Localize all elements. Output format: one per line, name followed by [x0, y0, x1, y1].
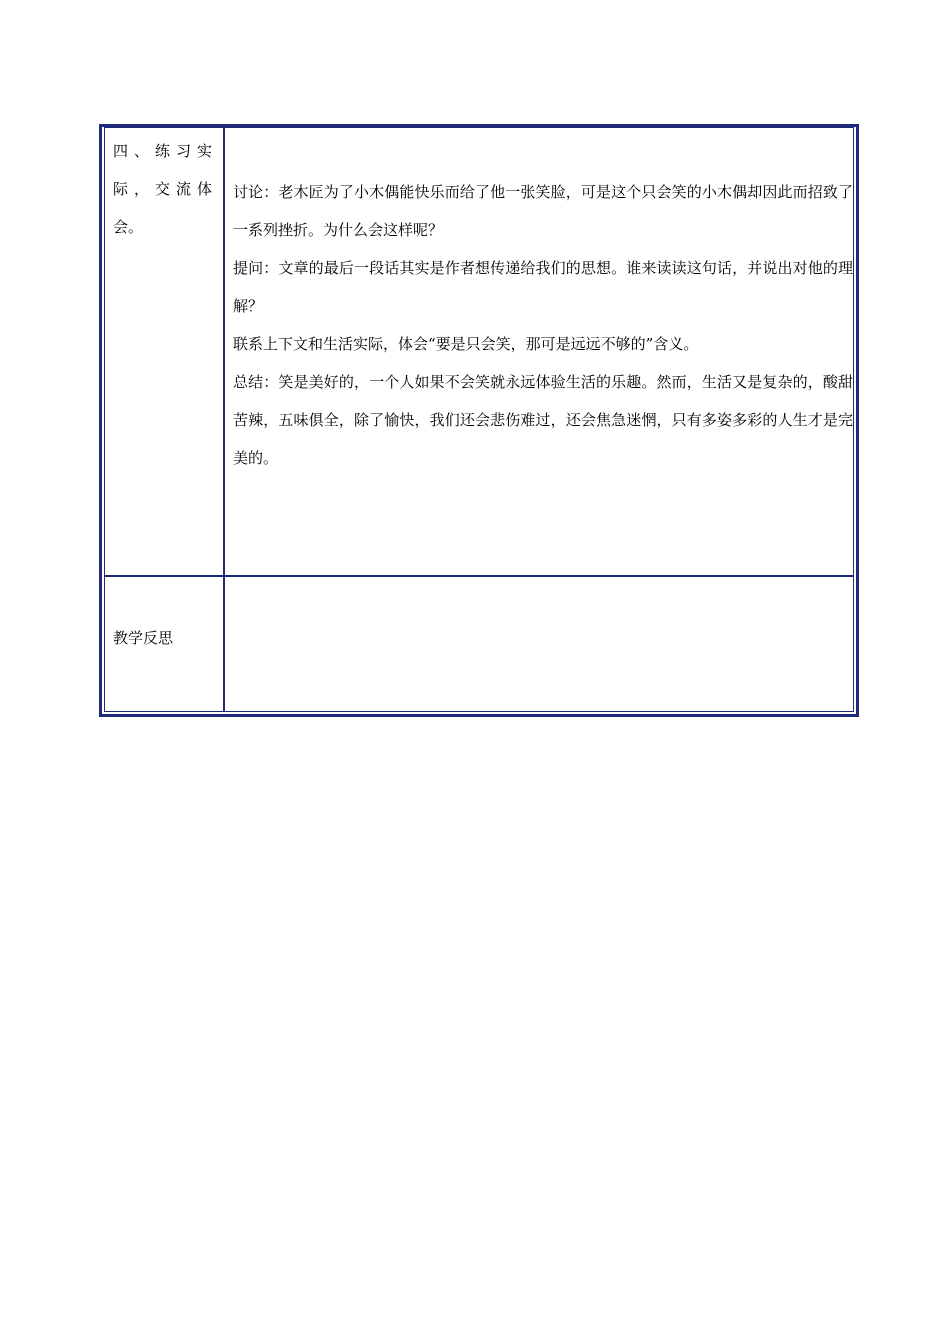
section-content-cell	[233, 173, 853, 477]
discussion-paragraph: 讨论：老木匠为了小木偶能快乐而给了他一张笑脸，可是这个只会笑的小木偶却因此而招致了一系列挫折。为什么会这样呢？	[233, 183, 853, 239]
row-divider	[105, 575, 853, 577]
section-label-line-2: 际，交流体	[113, 180, 219, 198]
summary-paragraph: 总结：笑是美好的，一个人如果不会笑就永远体验生活的乐趣。然而，生活又是复杂的，酸甜苦辣，五味俱全，除了愉快，我们还会悲伤难过，还会焦急迷惘，只有多姿多彩的人生才是完美的。	[233, 373, 853, 467]
question-paragraph: 提问：文章的最后一段话其实是作者想传递给我们的思想。谁来读读这句话，并说出对他的理解？	[233, 259, 853, 315]
lesson-table	[99, 124, 859, 717]
lesson-table-inner	[104, 127, 854, 712]
section-label-line-1: 四、练习实	[113, 142, 219, 160]
column-divider	[223, 128, 225, 711]
reflection-content-cell	[233, 586, 853, 706]
section-label-line-3: 会。	[113, 218, 144, 236]
context-paragraph: 联系上下文和生活实际，体会“要是只会笑，那可是远远不够的”含义。	[233, 335, 699, 353]
reflection-label: 教学反思	[113, 629, 174, 647]
section-label-cell	[113, 132, 217, 246]
